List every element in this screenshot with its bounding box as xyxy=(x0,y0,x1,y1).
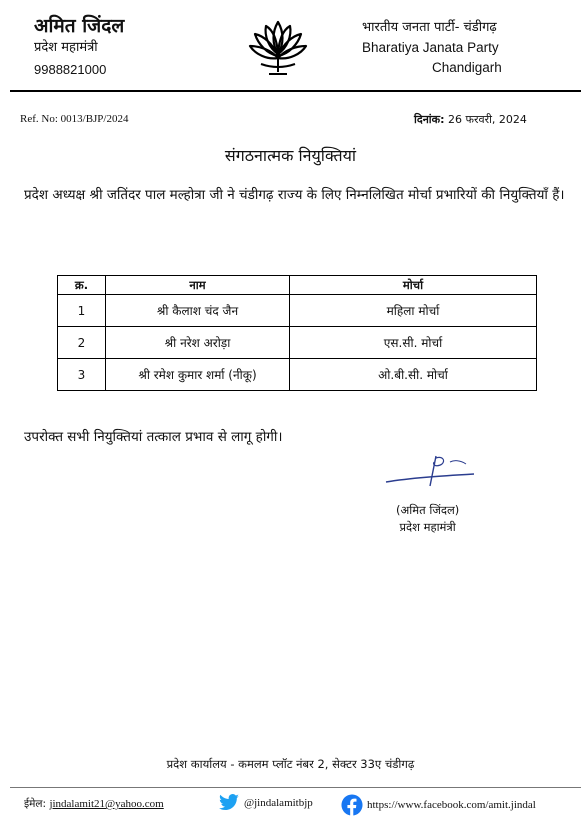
party-name-english: Bharatiya Janata Party xyxy=(362,40,499,55)
footer-divider xyxy=(10,787,581,788)
twitter-bird-icon xyxy=(218,794,240,812)
twitter-handle[interactable]: @jindalamitbjp xyxy=(244,797,313,809)
morcha-cell: ओ.बी.सी. मोर्चा xyxy=(290,359,537,391)
letterhead-sender xyxy=(34,14,124,80)
office-address: प्रदेश कार्यालय - कमलम प्लॉट नंबर 2, सेक्टर 33ए चंडीगढ़ xyxy=(166,757,415,771)
serial-cell: 2 xyxy=(58,327,106,359)
sender-name: अमित जिंदल xyxy=(34,15,125,37)
signatory-block xyxy=(396,502,459,536)
email-label: ईमेल: xyxy=(24,798,47,810)
serial-cell: 1 xyxy=(58,295,106,327)
appointments-table xyxy=(57,275,537,391)
lotus-icon xyxy=(247,14,309,80)
name-cell: श्री कैलाश चंद जैन xyxy=(106,295,290,327)
signatory-designation: प्रदेश महामंत्री xyxy=(399,520,456,534)
facebook-icon xyxy=(341,794,363,816)
signature-scribble xyxy=(370,452,480,496)
header-divider xyxy=(10,90,581,92)
letterhead-party xyxy=(362,18,502,78)
column-header-name: नाम xyxy=(106,276,290,295)
reference-number: Ref. No: 0013/BJP/2024 xyxy=(20,113,129,125)
sender-phone: 9988821000 xyxy=(34,62,107,77)
email-link[interactable]: jindalamit21@yahoo.com xyxy=(49,798,164,810)
name-cell: श्री नरेश अरोड़ा xyxy=(106,327,290,359)
morcha-cell: महिला मोर्चा xyxy=(290,295,537,327)
morcha-cell: एस.सी. मोर्चा xyxy=(290,327,537,359)
table-row xyxy=(58,359,537,391)
footer-twitter xyxy=(218,794,313,812)
date-value: 26 फरवरी, 2024 xyxy=(448,113,527,126)
date-label: दिनांक: xyxy=(414,113,445,126)
letter-date xyxy=(414,112,527,127)
column-header-serial: क्र. xyxy=(58,276,106,295)
name-cell: श्री रमेश कुमार शर्मा (नीकू) xyxy=(106,359,290,391)
column-header-morcha: मोर्चा xyxy=(290,276,537,295)
serial-cell: 3 xyxy=(58,359,106,391)
table-row xyxy=(58,327,537,359)
facebook-url[interactable]: https://www.facebook.com/amit.jindal xyxy=(367,799,536,811)
letter-title: संगठनात्मक नियुक्तियां xyxy=(224,146,357,165)
footer-facebook xyxy=(341,794,536,816)
table-header-row xyxy=(58,276,537,295)
closing-statement: उपरोक्त सभी नियुक्तियां तत्काल प्रभाव से लागू होगी। xyxy=(24,429,283,445)
party-city: Chandigarh xyxy=(432,60,502,75)
table-row xyxy=(58,295,537,327)
footer-email xyxy=(24,797,164,811)
party-name-hindi: भारतीय जनता पार्टी- चंडीगढ़ xyxy=(362,20,497,35)
signatory-name: (अमित जिंदल) xyxy=(396,503,460,517)
body-paragraph: प्रदेश अध्यक्ष श्री जतिंदर पाल मल्होत्रा जी ने चंडीगढ़ राज्य के लिए निम्नलिखित मोर्चा प्रभारियों की नियुक्तियाँ हैं। xyxy=(24,187,565,203)
sender-designation: प्रदेश महामंत्री xyxy=(34,40,98,55)
